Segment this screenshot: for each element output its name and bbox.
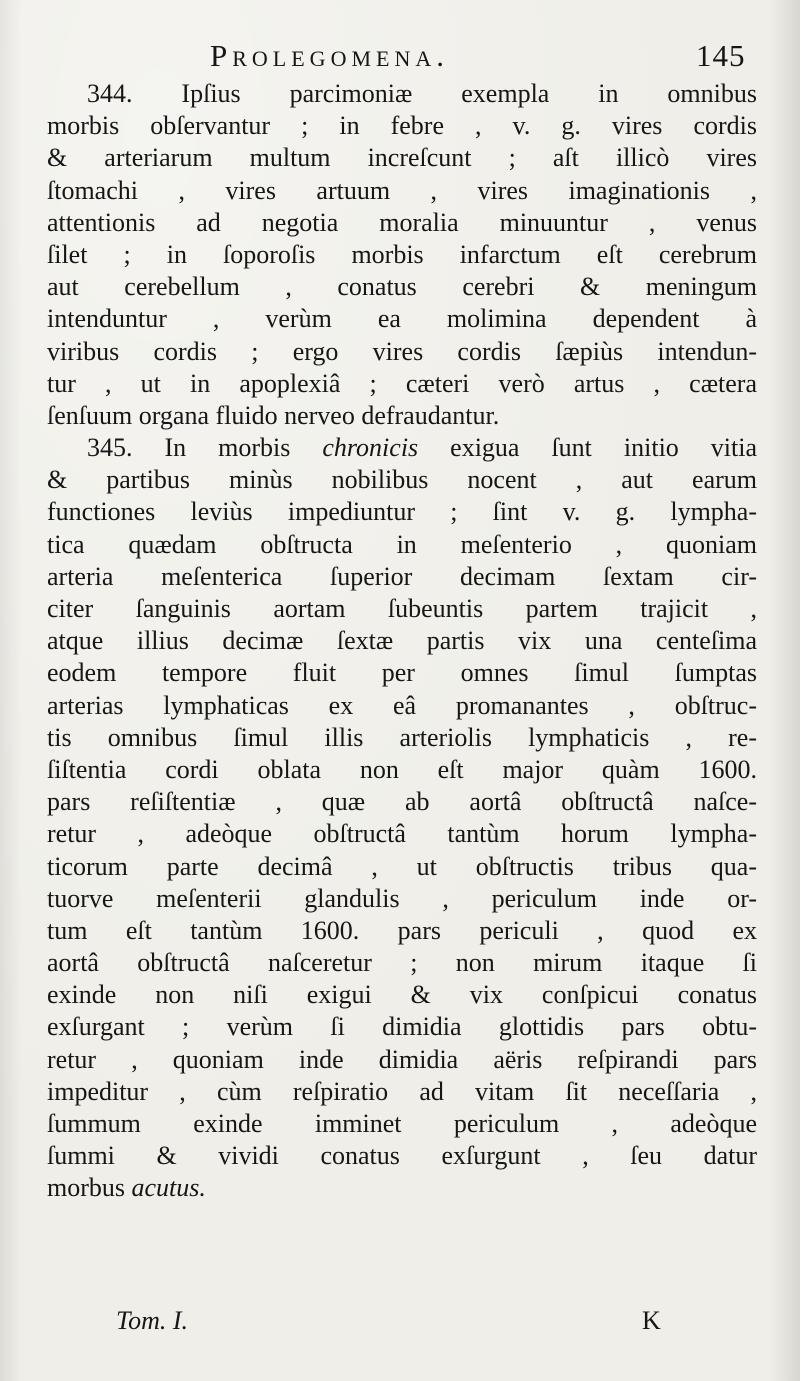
paragraph-345-line: exinde non niſi exigui & vix conſpicui conatus — [47, 980, 757, 1010]
paragraph-345-line-1-start: 345. In morbis — [87, 433, 323, 463]
paragraph-345-line: citer ſanguinis aortam ſubeuntis partem trajicit , — [47, 594, 757, 623]
paragraph-345-line: ſummum exinde imminet periculum , adeòque — [47, 1109, 757, 1138]
paragraph-345-line: eodem tempore fluit per omnes ſimul ſumptas — [47, 658, 757, 688]
paragraph-344-line: ſilet ; in ſoporoſis morbis infarctum eſt cerebrum — [47, 239, 757, 269]
paragraph-344-line: attentionis ad negotia moralia minuuntur , venus — [47, 207, 757, 237]
paragraph-344-line: & arteriarum multum increſcunt ; aſt illicò vires — [47, 143, 757, 173]
running-head-title: Prolegomena. — [210, 38, 449, 73]
paragraph-345-line: functiones leviùs impediuntur ; ſint v. g. lympha- — [47, 497, 757, 527]
running-head — [0, 38, 800, 78]
paragraph-344-line: tur , ut in apoplexiâ ; cæteri verò artus , cætera — [47, 368, 757, 398]
gathering-signature: K — [642, 1306, 661, 1335]
paragraph-345-line: tuorve meſenterii glandulis , periculum inde or- — [47, 883, 757, 913]
paragraph-345-line: pars reſiſtentiæ , quæ ab aortâ obſtructâ naſce- — [47, 787, 757, 817]
volume-mark: Tom. I. — [116, 1306, 189, 1335]
paragraph-345-line-1-end: exigua ſunt initio vitia — [418, 433, 757, 463]
paragraph-345-line: retur , quoniam inde dimidia aëris reſpirandi pars — [47, 1044, 757, 1074]
paragraph-345-line: tis omnibus ſimul illis arteriolis lymphaticis , re- — [47, 722, 757, 752]
page-number: 145 — [696, 38, 746, 73]
paragraph-345-line: arteria meſenterica ſuperior decimam ſextam cir- — [47, 561, 757, 591]
paragraph-344-line: morbis obſervantur ; in febre , v. g. vires cordis — [47, 111, 757, 141]
paragraph-345-italic-term: chronicis — [322, 433, 419, 463]
paragraph-345-line: arterias lymphaticas ex eâ promanantes , obſtruc- — [47, 690, 757, 720]
paragraph-345-line-last — [47, 1172, 757, 1204]
paragraph-344-line-1: 344. Ipſius parcimoniæ exempla in omnibus — [87, 79, 757, 108]
paragraph-345-line: tica quædam obſtructa in meſenterio , quoniam — [47, 529, 757, 559]
paragraph-345-line: retur , adeòque obſtructâ tantùm horum lympha- — [47, 819, 757, 849]
paragraph-344-line: ſtomachi , vires artuum , vires imaginationis , — [47, 175, 757, 205]
paragraph-345-line: exſurgant ; verùm ſi dimidia glottidis pars obtu- — [47, 1012, 757, 1042]
paragraph-345-last-start: morbus — [47, 1173, 132, 1203]
paragraph-344-line: intenduntur , verùm ea molimina dependent à — [47, 304, 757, 334]
body-text — [47, 78, 757, 1205]
paragraph-345-line: ſiſtentia cordi oblata non eſt major quàm 1600. — [47, 754, 757, 784]
paragraph-345-line: & partibus minùs nobilibus nocent , aut earum — [47, 465, 757, 495]
paragraph-345-line: atque illius decimæ ſextæ partis vix una centeſima — [47, 626, 757, 656]
signature-line — [0, 1306, 800, 1346]
paragraph-344-line: viribus cordis ; ergo vires cordis ſæpiùs intendun- — [47, 336, 757, 366]
paragraph-345-line: aortâ obſtructâ naſceretur ; non mirum itaque ſi — [47, 948, 757, 978]
paragraph-344-line-last: ſenſuum organa fluido nerveo defraudantur. — [47, 400, 500, 430]
paragraph-344-line: aut cerebellum , conatus cerebri & meningum — [47, 272, 757, 302]
paragraph-345-line: impeditur , cùm reſpiratio ad vitam ſit neceſſaria , — [47, 1076, 757, 1106]
paragraph-345-line: ticorum parte decimâ , ut obſtructis tribus qua- — [47, 851, 757, 881]
paragraph-345-line-1 — [47, 432, 757, 464]
paragraph-345-line: ſummi & vividi conatus exſurgunt , ſeu datur — [47, 1141, 757, 1171]
paragraph-345-line: tum eſt tantùm 1600. pars periculi , quod ex — [47, 915, 757, 945]
paragraph-345-italic-acutus: acutus. — [131, 1173, 206, 1203]
